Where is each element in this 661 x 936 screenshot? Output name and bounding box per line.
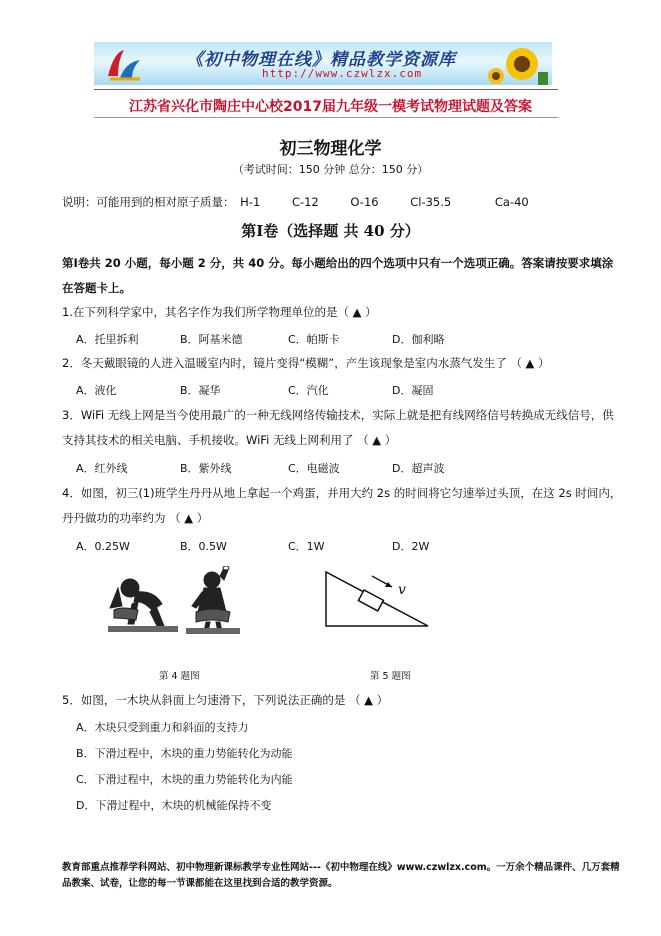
- question-5: 5．如图，一木块从斜面上匀速滑下，下列说法正确的是 （ ▲ ）: [62, 693, 389, 707]
- option-c[interactable]: C．帕斯卡: [288, 333, 340, 346]
- option-c[interactable]: C．汽化: [288, 384, 329, 397]
- option-a[interactable]: A．托里拆利: [76, 333, 139, 346]
- option-b[interactable]: B．下滑过程中，木块的重力势能转化为动能: [76, 747, 293, 760]
- site-banner: [94, 42, 552, 85]
- option-a[interactable]: A．0.25W: [76, 540, 130, 553]
- atomic-mass: H-1: [240, 195, 261, 209]
- option-a[interactable]: A．木块只受到重力和斜面的支持力: [76, 721, 249, 734]
- option-a[interactable]: A．红外线: [76, 462, 128, 475]
- figure-5-caption: 第 5 题图: [370, 671, 411, 682]
- option-b[interactable]: B．凝华: [180, 384, 221, 397]
- option-b[interactable]: B．紫外线: [180, 462, 232, 475]
- page-footer: 教育部重点推荐学科网站、初中物理新课标教学专业性网站---《初中物理在线》www.czwlzx.com。一万余个精品课件、几万套精品教案、试卷，让您的每一节课都能在这里找到合适的教学资源。: [62, 862, 620, 889]
- option-d[interactable]: D．凝固: [392, 384, 434, 397]
- question-1: 1.在下列科学家中，其名字作为我们所学物理单位的是（ ▲ ）: [62, 305, 377, 319]
- question-2: 2．冬天戴眼镜的人进入温暖室内时，镜片变得“模糊”，产生该现象是室内水蒸气发生了 （ ▲ ）: [62, 356, 550, 370]
- velocity-label: v: [398, 582, 406, 598]
- document-header-title: 江苏省兴化市陶庄中心校2017届九年级一模考试物理试题及答案: [129, 99, 532, 115]
- option-c[interactable]: C．下滑过程中，木块的重力势能转化为内能: [76, 773, 293, 786]
- notes-line: [62, 194, 529, 210]
- figure-4-illustration: [108, 566, 240, 636]
- question-3: 3．WiFi 无线上网是当今使用最广的一种无线网络传输技术，实际上就是把有线网络信号转换成无线信号，供支持其技术的相关电脑、手机接收。WiFi 无线上网利用了 （ ▲ ）: [62, 408, 614, 447]
- header-rule-2: [94, 117, 558, 118]
- option-c[interactable]: C．1W: [288, 540, 325, 553]
- option-b[interactable]: B．阿基米德: [180, 333, 243, 346]
- exam-info: （考试时间：150 分钟 总分：150 分）: [232, 163, 429, 176]
- sunflower-icon: [488, 42, 548, 85]
- atomic-mass: Cl-35.5: [410, 195, 452, 209]
- option-d[interactable]: D．伽利略: [392, 333, 445, 346]
- notes-label: 说明：可能用到的相对原子质量：: [62, 195, 235, 209]
- atomic-mass: Ca-40: [494, 195, 529, 209]
- atomic-mass: O-16: [350, 195, 379, 209]
- header-rule: [94, 89, 558, 90]
- option-d[interactable]: D．超声波: [392, 462, 445, 475]
- option-d[interactable]: D．下滑过程中，木块的机械能保持不变: [76, 799, 272, 812]
- banner-url[interactable]: http://www.czwlzx.com: [262, 67, 423, 80]
- figure-5-incline: [322, 566, 432, 630]
- part1-intro: 第Ⅰ卷共 20 小题，每小题 2 分，共 40 分。每小题给出的四个选项中只有一个选项正确。答案请按要求填涂在答题卡上。: [62, 256, 614, 295]
- part1-title: 第Ⅰ卷（选择题 共 40 分）: [241, 222, 420, 240]
- banner-slogan: 《初中物理在线》精品教学资源库: [186, 50, 456, 70]
- option-a[interactable]: A．液化: [76, 384, 117, 397]
- site-logo-icon: [104, 46, 144, 82]
- question-4: 4．如图，初三(1)班学生丹丹从地上拿起一个鸡蛋，并用大约 2s 的时间将它匀速举过头顶，在这 2s 时间内，丹丹做功的功率约为 （ ▲ ）: [62, 486, 622, 525]
- option-d[interactable]: D．2W: [392, 540, 430, 553]
- figure-4-caption: 第 4 题图: [159, 671, 200, 682]
- subject-title: 初三物理化学: [279, 139, 382, 159]
- option-c[interactable]: C．电磁波: [288, 462, 340, 475]
- atomic-mass: C-12: [291, 195, 319, 209]
- option-b[interactable]: B．0.5W: [180, 540, 227, 553]
